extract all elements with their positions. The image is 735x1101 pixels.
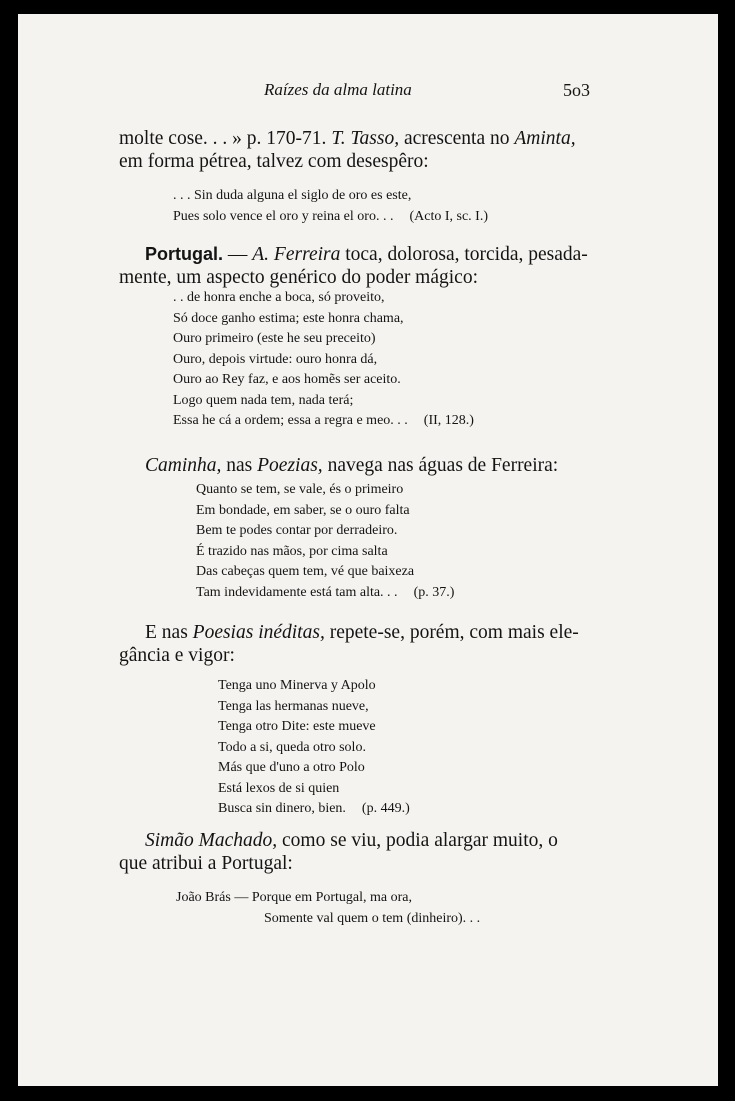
- verse-line: Busca sin dinero, bien.: [218, 801, 346, 816]
- verse-line: Essa he cá a ordem; essa a regra e meo. . .: [173, 413, 408, 428]
- verse-line: Ouro ao Rey faz, e aos homẽs ser aceito.: [173, 372, 401, 387]
- paragraph-tasso: [119, 127, 589, 173]
- verse-line: Tenga otro Dite: este mueve: [218, 719, 376, 734]
- author-name: T. Tasso,: [331, 128, 400, 149]
- verse-line: Todo a si, queda otro solo.: [218, 739, 366, 755]
- paragraph-text: repete-se, porém, com mais ele-: [324, 622, 579, 643]
- author-name: Simão Machado,: [145, 830, 278, 851]
- paragraph-text: que atribui a Portugal:: [119, 853, 293, 874]
- dash: —: [223, 244, 253, 265]
- paragraph-ferreira: [119, 243, 589, 289]
- page-number: 5o3: [563, 80, 590, 100]
- speaker-name: João Brás: [176, 890, 231, 905]
- verse-line: Somente val quem o tem (dinheiro). . .: [264, 910, 481, 926]
- dash: —: [230, 890, 252, 905]
- paragraph-text: molte cose. . . » p. 170-71.: [119, 128, 332, 149]
- verse-line: Está lexos de si quien: [218, 780, 340, 796]
- author-name: A. Ferreira: [252, 244, 341, 265]
- verse-line: Más que d'uno a otro Polo: [218, 760, 365, 775]
- paragraph-caminha: [119, 454, 589, 477]
- verse-ineditas: [218, 676, 410, 820]
- verse-line: . . de honra enche a boca, só proveito,: [173, 290, 385, 305]
- work-title: Aminta,: [514, 128, 576, 149]
- verse-line: Em bondade, em saber, se o ouro falta: [196, 502, 410, 518]
- verse-line: Logo quem nada tem, nada terá;: [173, 392, 354, 408]
- verse-caminha: [196, 480, 454, 603]
- work-title: Poezias,: [257, 455, 323, 476]
- paragraph-machado: [119, 829, 589, 875]
- citation: (p. 37.): [413, 584, 455, 600]
- citation: (II, 128.): [423, 413, 474, 428]
- page-header: [18, 80, 718, 104]
- citation: (p. 449.): [361, 801, 410, 816]
- section-label: Portugal.: [145, 244, 224, 264]
- verse-line: É trazido nas mãos, por cima salta: [196, 543, 388, 559]
- verse-line: Tenga uno Minerva y Apolo: [218, 678, 376, 693]
- paragraph-ineditas: [119, 621, 589, 667]
- paragraph-text: toca, dolorosa, torcida, pesada-: [340, 244, 588, 265]
- work-title: Poesias inéditas,: [192, 622, 325, 643]
- verse-line: Tenga las hermanas nueve,: [218, 698, 369, 714]
- verse-line: Bem te podes contar por derradeiro.: [196, 523, 398, 538]
- verse-line: Das cabeças quem tem, vé que baixeza: [196, 564, 415, 579]
- verse-line: Pues solo vence el oro y reina el oro. . .: [173, 208, 394, 224]
- verse-line: Quanto se tem, se vale, és o primeiro: [196, 482, 404, 497]
- verse-line: . . . Sin duda alguna el siglo de oro es este,: [173, 188, 412, 203]
- running-title: Raízes da alma latina: [264, 80, 412, 99]
- author-name: Caminha,: [145, 455, 222, 476]
- paragraph-text: gância e vigor:: [119, 645, 235, 666]
- paragraph-text: como se viu, podia alargar muito, o: [277, 830, 558, 851]
- paragraph-text: E nas: [145, 622, 193, 643]
- verse-ferreira: [173, 288, 474, 432]
- paragraph-text: navega nas águas de Ferreira:: [322, 455, 559, 476]
- book-page: [18, 14, 718, 1086]
- citation: (Acto I, sc. I.): [409, 208, 488, 224]
- verse-line: Tam indevidamente está tam alta. . .: [196, 584, 398, 600]
- paragraph-text: em forma pétrea, talvez com desespêro:: [119, 151, 429, 172]
- paragraph-text: mente, um aspecto genérico do poder mágico:: [119, 267, 478, 288]
- verse-line: Só doce ganho estima; este honra chama,: [173, 310, 404, 326]
- verse-line: Ouro, depois virtude: ouro honra dá,: [173, 351, 378, 367]
- verse-tasso: [173, 186, 488, 227]
- verse-line: Porque em Portugal, ma ora,: [251, 890, 413, 905]
- verse-machado: [176, 888, 480, 929]
- paragraph-text: acrescenta no: [399, 128, 515, 149]
- verse-line: Ouro primeiro (este he seu preceito): [173, 331, 376, 346]
- paragraph-text: nas: [221, 455, 258, 476]
